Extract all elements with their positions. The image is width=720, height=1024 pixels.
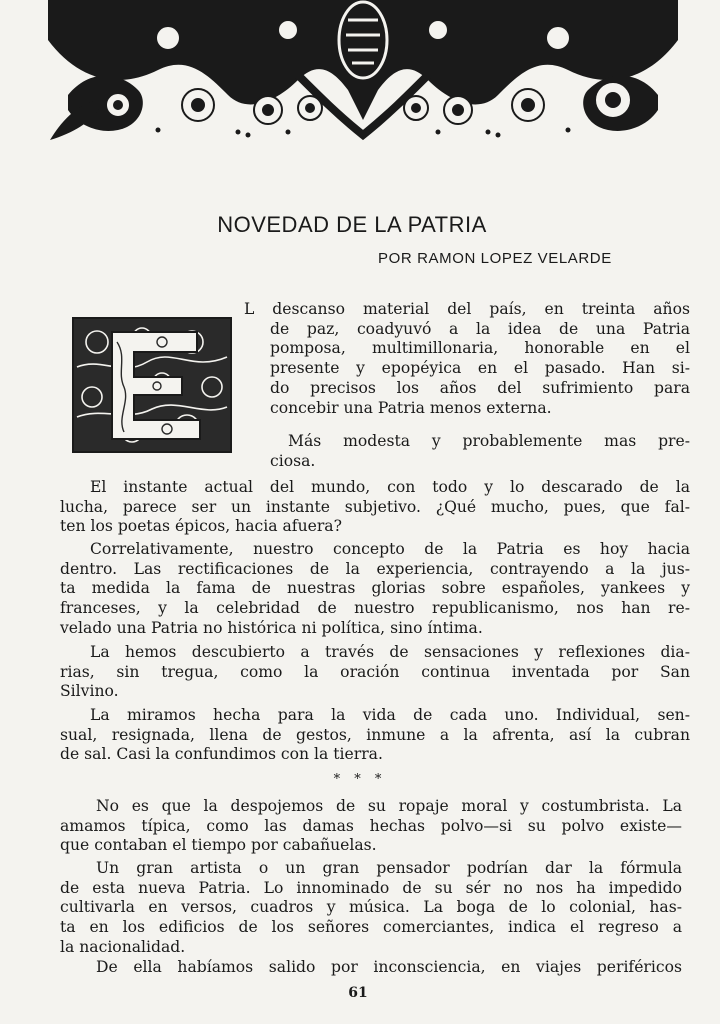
paragraph-7 bbox=[60, 797, 682, 856]
text-line: ciosa. bbox=[270, 451, 316, 470]
text-line: No es que la despojemos de su ropaje moral y costumbrista. La bbox=[96, 797, 682, 815]
text-line: ta medida la fama de nuestras glorias sobre españoles, yankees y bbox=[60, 579, 690, 598]
text-line: Correlativamente, nuestro concepto de la Patria es hoy hacia bbox=[90, 540, 690, 558]
text-line: de paz, coadyuvó a la idea de una Patria bbox=[270, 319, 690, 338]
article-byline: POR RAMON LOPEZ VELARDE bbox=[378, 250, 612, 267]
text-line: de sal. Casi la confundimos con la tierra. bbox=[60, 745, 383, 764]
text-line: do precisos los años del sufrimiento para bbox=[270, 378, 690, 397]
text-line: De ella habíamos salido por inconsciencia, en viajes periféricos bbox=[96, 958, 682, 976]
paragraph-2 bbox=[270, 432, 690, 471]
paragraph-3 bbox=[60, 478, 690, 537]
text-line: velado una Patria no histórica ni política, sino íntima. bbox=[60, 618, 483, 637]
text-line: franceses, y la celebridad de nuestro republicanismo, nos han re- bbox=[60, 599, 690, 618]
paragraph-4 bbox=[60, 540, 690, 639]
paragraph-9 bbox=[60, 958, 682, 978]
text-line: concebir una Patria menos externa. bbox=[270, 398, 552, 417]
text-line: lucha, parece ser un instante subjetivo. ¿Qué mucho, pues, que fal- bbox=[60, 497, 690, 516]
text-line: cultivarla en versos, cuadros y música. La boga de lo colonial, has- bbox=[60, 898, 682, 917]
text-line: L descanso material del país, en treinta años bbox=[244, 300, 690, 318]
article-title: NOVEDAD DE LA PATRIA bbox=[217, 212, 487, 237]
text-line: de esta nueva Patria. Lo innominado de su sér no nos ha impedido bbox=[60, 878, 682, 897]
paragraph-1 bbox=[244, 300, 690, 418]
text-line: ta en los edificios de los señores comerciantes, indica el regreso a bbox=[60, 918, 682, 937]
text-line: El instante actual del mundo, con todo y lo descarado de la bbox=[90, 478, 690, 496]
text-line: La miramos hecha para la vida de cada uno. Individual, sen- bbox=[90, 706, 690, 724]
text-line: ten los poetas épicos, hacia afuera? bbox=[60, 517, 342, 536]
paragraph-8 bbox=[60, 859, 682, 958]
text-line: la nacionalidad. bbox=[60, 937, 186, 956]
text-line: dentro. Las rectificaciones de la experiencia, contrayendo a la jus- bbox=[60, 559, 690, 578]
paragraph-5 bbox=[60, 643, 690, 702]
section-separator: * * * bbox=[333, 772, 387, 787]
page-number: 61 bbox=[348, 985, 368, 1001]
paragraph-6 bbox=[60, 706, 690, 765]
text-line: presente y epopéyica en el pasado. Han si- bbox=[270, 359, 690, 378]
text-line: La hemos descubierto a través de sensaciones y reflexiones dia- bbox=[90, 643, 690, 661]
text-line: rias, sin tregua, como la oración continua inventada por San bbox=[60, 662, 690, 681]
text-line: Silvino. bbox=[60, 682, 119, 701]
text-line: amamos típica, como las damas hechas polvo—si su polvo existe— bbox=[60, 816, 682, 835]
text-line: pomposa, multimillonaria, honorable en el bbox=[270, 339, 690, 358]
text-line: Un gran artista o un gran pensador podrían dar la fórmula bbox=[96, 859, 682, 877]
text-line: sual, resignada, llena de gestos, inmune a la afrenta, así la cubran bbox=[60, 725, 690, 744]
text-line: Más modesta y probablemente mas pre- bbox=[288, 432, 690, 450]
text-line: que contaban el tiempo por cabañuelas. bbox=[60, 836, 377, 855]
